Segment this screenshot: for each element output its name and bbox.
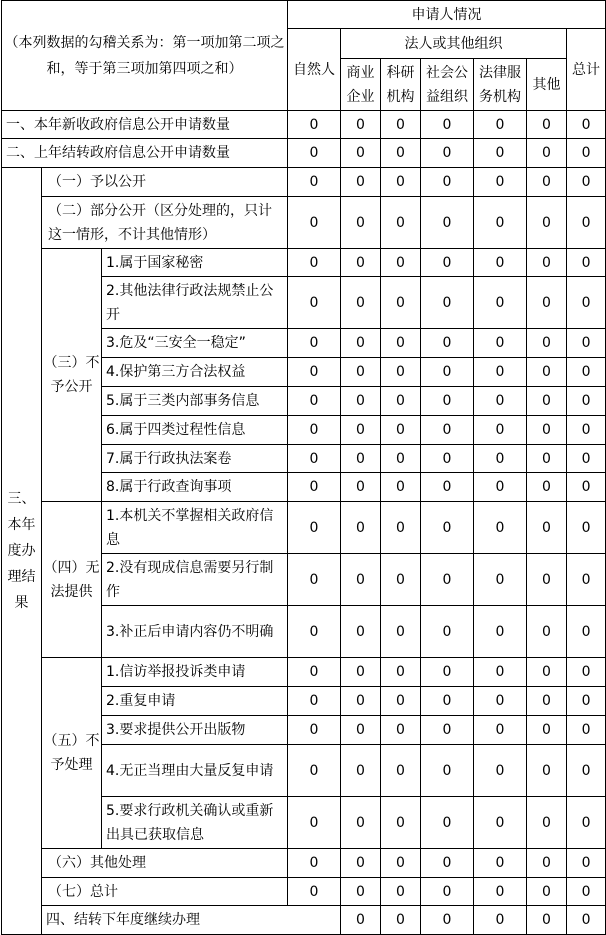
value-cell: 0: [527, 502, 567, 554]
value-cell: 0: [421, 658, 474, 687]
value-cell: 0: [421, 387, 474, 416]
value-cell: 0: [527, 554, 567, 606]
value-cell: 0: [381, 249, 421, 277]
value-cell: 0: [341, 111, 381, 139]
value-cell: 0: [474, 168, 527, 197]
value-cell: 0: [341, 687, 381, 716]
value-cell: 0: [527, 111, 567, 139]
value-cell: 0: [421, 111, 474, 139]
row-label: 5.要求行政机关确认或重新出具已获取信息: [102, 797, 288, 849]
value-cell: 0: [421, 249, 474, 277]
value-cell: 0: [567, 249, 606, 277]
value-cell: 0: [421, 473, 474, 502]
col-total: 总计: [567, 29, 606, 111]
table-row: [2, 906, 606, 935]
value-cell: 0: [527, 168, 567, 197]
value-cell: 0: [381, 745, 421, 797]
value-cell: 0: [341, 473, 381, 502]
value-cell: 0: [341, 797, 381, 849]
row-label: （七）总计: [42, 878, 288, 906]
value-cell: 0: [527, 387, 567, 416]
value-cell: 0: [421, 502, 474, 554]
row-label: 8.属于行政查询事项: [102, 473, 288, 502]
row-label: 二、上年结转政府信息公开申请数量: [2, 139, 288, 168]
value-cell: 0: [527, 277, 567, 329]
section-three-label: 三、本年度办理结果: [2, 168, 42, 935]
value-cell: 0: [567, 197, 606, 249]
value-cell: 0: [567, 277, 606, 329]
table-row: [2, 168, 606, 197]
value-cell: 0: [474, 797, 527, 849]
value-cell: 0: [288, 473, 341, 502]
value-cell: 0: [474, 716, 527, 745]
value-cell: 0: [567, 387, 606, 416]
value-cell: 0: [288, 358, 341, 387]
value-cell: 0: [474, 473, 527, 502]
value-cell: 0: [527, 473, 567, 502]
disclosure-statistics-table: [1, 0, 606, 935]
value-cell: 0: [381, 906, 421, 935]
col-social: 社会公益组织: [421, 59, 474, 111]
value-cell: 0: [474, 111, 527, 139]
value-cell: 0: [527, 797, 567, 849]
value-cell: 0: [421, 716, 474, 745]
table-row: [2, 111, 606, 139]
value-cell: 0: [381, 473, 421, 502]
value-cell: 0: [527, 745, 567, 797]
value-cell: 0: [288, 745, 341, 797]
value-cell: 0: [381, 606, 421, 658]
value-cell: 0: [527, 658, 567, 687]
value-cell: 0: [381, 445, 421, 473]
row-label: （六）其他处理: [42, 849, 288, 878]
value-cell: 0: [288, 139, 341, 168]
row-label: 3.要求提供公开出版物: [102, 716, 288, 745]
value-cell: 0: [474, 249, 527, 277]
value-cell: 0: [288, 716, 341, 745]
value-cell: 0: [421, 906, 474, 935]
value-cell: 0: [341, 249, 381, 277]
value-cell: 0: [288, 329, 341, 358]
table-row: [2, 197, 606, 249]
value-cell: 0: [567, 554, 606, 606]
table-row: [2, 878, 606, 906]
value-cell: 0: [474, 687, 527, 716]
col-research: 科研机构: [381, 59, 421, 111]
value-cell: 0: [381, 168, 421, 197]
value-cell: 0: [474, 745, 527, 797]
value-cell: 0: [474, 416, 527, 445]
value-cell: 0: [567, 473, 606, 502]
value-cell: 0: [474, 358, 527, 387]
value-cell: 0: [527, 249, 567, 277]
value-cell: 0: [341, 849, 381, 878]
value-cell: 0: [341, 197, 381, 249]
value-cell: 0: [421, 358, 474, 387]
col-natural-person: 自然人: [288, 29, 341, 111]
col-business: 商业企业: [341, 59, 381, 111]
value-cell: 0: [567, 445, 606, 473]
value-cell: 0: [381, 416, 421, 445]
value-cell: 0: [341, 277, 381, 329]
row-label: 一、本年新收政府信息公开申请数量: [2, 111, 288, 139]
value-cell: 0: [474, 906, 527, 935]
row-label: 6.属于四类过程性信息: [102, 416, 288, 445]
value-cell: 0: [381, 358, 421, 387]
col-other: 其他: [527, 59, 567, 111]
value-cell: 0: [567, 797, 606, 849]
value-cell: 0: [421, 277, 474, 329]
value-cell: 0: [288, 111, 341, 139]
table-row: [2, 658, 606, 687]
value-cell: 0: [288, 502, 341, 554]
row-label: 2.其他法律行政法规禁止公开: [102, 277, 288, 329]
value-cell: 0: [341, 745, 381, 797]
value-cell: 0: [474, 139, 527, 168]
value-cell: 0: [527, 849, 567, 878]
value-cell: 0: [288, 797, 341, 849]
value-cell: 0: [421, 416, 474, 445]
value-cell: 0: [421, 745, 474, 797]
value-cell: 0: [341, 716, 381, 745]
table-row: [2, 849, 606, 878]
value-cell: 0: [567, 658, 606, 687]
value-cell: 0: [474, 329, 527, 358]
value-cell: 0: [567, 329, 606, 358]
value-cell: 0: [474, 606, 527, 658]
value-cell: 0: [288, 606, 341, 658]
value-cell: 0: [527, 687, 567, 716]
value-cell: 0: [421, 168, 474, 197]
value-cell: 0: [474, 878, 527, 906]
group-three-label: （三）不予公开: [42, 249, 102, 502]
value-cell: 0: [567, 139, 606, 168]
value-cell: 0: [381, 687, 421, 716]
value-cell: 0: [421, 797, 474, 849]
row-label: 7.属于行政执法案卷: [102, 445, 288, 473]
value-cell: 0: [474, 554, 527, 606]
value-cell: 0: [288, 687, 341, 716]
value-cell: 0: [341, 658, 381, 687]
table-row: [2, 139, 606, 168]
value-cell: 0: [341, 554, 381, 606]
value-cell: 0: [288, 554, 341, 606]
value-cell: 0: [381, 329, 421, 358]
value-cell: 0: [567, 111, 606, 139]
value-cell: 0: [567, 849, 606, 878]
value-cell: 0: [421, 554, 474, 606]
value-cell: 0: [341, 168, 381, 197]
group-five-label: （五）不予处理: [42, 658, 102, 849]
value-cell: 0: [421, 197, 474, 249]
value-cell: 0: [288, 277, 341, 329]
value-cell: 0: [288, 658, 341, 687]
row-label: （一）予以公开: [42, 168, 288, 197]
row-label: 3.补正后申请内容仍不明确: [102, 606, 288, 658]
row-label: 1.信访举报投诉类申请: [102, 658, 288, 687]
value-cell: 0: [527, 906, 567, 935]
value-cell: 0: [567, 606, 606, 658]
value-cell: 0: [341, 358, 381, 387]
value-cell: 0: [341, 139, 381, 168]
value-cell: 0: [288, 197, 341, 249]
value-cell: 0: [381, 277, 421, 329]
value-cell: 0: [381, 797, 421, 849]
value-cell: 0: [474, 849, 527, 878]
value-cell: 0: [421, 445, 474, 473]
value-cell: 0: [381, 387, 421, 416]
value-cell: 0: [474, 387, 527, 416]
row-label: （二）部分公开（区分处理的，只计这一情形，不计其他情形）: [42, 197, 288, 249]
applicant-group-header: 申请人情况: [288, 1, 606, 29]
value-cell: 0: [341, 329, 381, 358]
row-label: 4.无正当理由大量反复申请: [102, 745, 288, 797]
value-cell: 0: [527, 358, 567, 387]
value-cell: 0: [381, 849, 421, 878]
value-cell: 0: [288, 878, 341, 906]
value-cell: 0: [341, 387, 381, 416]
legal-group-header: 法人或其他组织: [341, 29, 567, 59]
row-label: 4.保护第三方合法权益: [102, 358, 288, 387]
row-label: 2.没有现成信息需要另行制作: [102, 554, 288, 606]
value-cell: 0: [474, 658, 527, 687]
value-cell: 0: [421, 139, 474, 168]
value-cell: 0: [527, 329, 567, 358]
value-cell: 0: [567, 416, 606, 445]
value-cell: 0: [381, 197, 421, 249]
value-cell: 0: [381, 502, 421, 554]
value-cell: 0: [567, 358, 606, 387]
value-cell: 0: [567, 716, 606, 745]
value-cell: 0: [474, 197, 527, 249]
value-cell: 0: [288, 387, 341, 416]
table-note: （本列数据的勾稽关系为：第一项加第二项之和，等于第三项加第四项之和）: [2, 1, 288, 111]
value-cell: 0: [421, 878, 474, 906]
value-cell: 0: [527, 139, 567, 168]
value-cell: 0: [421, 329, 474, 358]
value-cell: 0: [474, 502, 527, 554]
value-cell: 0: [288, 249, 341, 277]
value-cell: 0: [527, 197, 567, 249]
group-four-label: （四）无法提供: [42, 502, 102, 658]
value-cell: 0: [341, 906, 381, 935]
value-cell: 0: [288, 445, 341, 473]
row-label: 1.属于国家秘密: [102, 249, 288, 277]
value-cell: 0: [527, 716, 567, 745]
value-cell: 0: [567, 168, 606, 197]
value-cell: 0: [421, 606, 474, 658]
value-cell: 0: [567, 878, 606, 906]
value-cell: 0: [474, 277, 527, 329]
value-cell: 0: [421, 849, 474, 878]
row-label: 3.危及“三安全一稳定”: [102, 329, 288, 358]
value-cell: 0: [381, 139, 421, 168]
value-cell: 0: [567, 745, 606, 797]
value-cell: 0: [567, 906, 606, 935]
value-cell: 0: [381, 111, 421, 139]
row-label: 四、结转下年度继续办理: [42, 906, 341, 935]
value-cell: 0: [288, 168, 341, 197]
value-cell: 0: [527, 445, 567, 473]
value-cell: 0: [341, 606, 381, 658]
table-row: [2, 249, 606, 277]
table-row: [2, 502, 606, 554]
value-cell: 0: [341, 502, 381, 554]
value-cell: 0: [288, 849, 341, 878]
value-cell: 0: [527, 606, 567, 658]
value-cell: 0: [288, 416, 341, 445]
row-label: 5.属于三类内部事务信息: [102, 387, 288, 416]
value-cell: 0: [527, 416, 567, 445]
value-cell: 0: [567, 502, 606, 554]
row-label: 2.重复申请: [102, 687, 288, 716]
value-cell: 0: [381, 878, 421, 906]
value-cell: 0: [341, 445, 381, 473]
col-legal-service: 法律服务机构: [474, 59, 527, 111]
value-cell: 0: [381, 716, 421, 745]
value-cell: 0: [474, 445, 527, 473]
value-cell: 0: [341, 416, 381, 445]
value-cell: 0: [381, 658, 421, 687]
row-label: 1.本机关不掌握相关政府信息: [102, 502, 288, 554]
value-cell: 0: [421, 687, 474, 716]
value-cell: 0: [381, 554, 421, 606]
value-cell: 0: [567, 687, 606, 716]
value-cell: 0: [527, 878, 567, 906]
value-cell: 0: [341, 878, 381, 906]
